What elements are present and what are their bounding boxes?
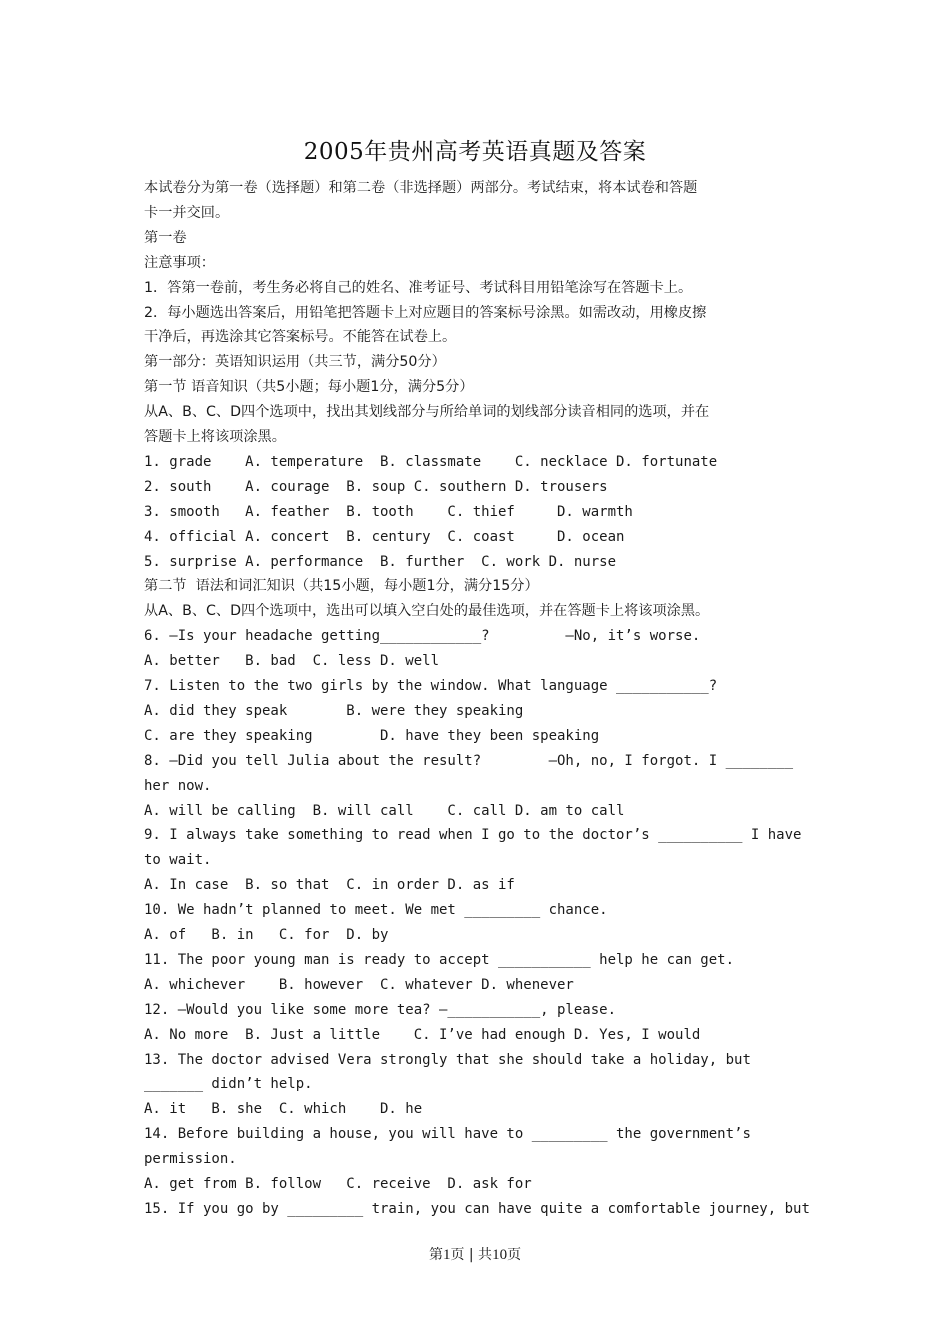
- document-line: A. better B. bad C. less D. well: [144, 653, 440, 670]
- footer-middle: 页 | 共: [450, 1247, 493, 1263]
- document-line: C. are they speaking D. have they been speaking: [144, 727, 600, 744]
- document-line: 9. I always take something to read when I go to the doctor’s __________ I have: [144, 827, 802, 844]
- document-line: 1. grade A. temperature B. classmate C. necklace D. fortunate: [144, 453, 718, 470]
- footer-prefix: 第: [428, 1247, 443, 1263]
- document-line: 12. —Would you like some more tea? —___________, please.: [144, 1001, 617, 1018]
- document-line: A. No more B. Just a little C. I’ve had enough D. Yes, I would: [144, 1026, 701, 1043]
- document-line: _______ didn’t help.: [144, 1076, 313, 1093]
- document-line: 从A、B、C、D四个选项中，找出其划线部分与所给单词的划线部分读音相同的选项，并在: [144, 404, 710, 421]
- document-line: 2．每小题选出答案后，用铅笔把答题卡上对应题目的答案标号涂黑。如需改动，用橡皮擦: [144, 304, 707, 321]
- document-line: 第一节 语音知识（共5小题；每小题1分，满分5分）: [144, 379, 474, 396]
- document-line: A. get from B. follow C. receive D. ask for: [144, 1176, 532, 1192]
- document-line: 5. surprise A. performance B. further C. work D. nurse: [144, 553, 617, 570]
- document-line: A. of B. in C. for D. by: [144, 927, 389, 943]
- document-line: 注意事项：: [144, 254, 215, 271]
- document-line: A. did they speak B. were they speaking: [144, 702, 524, 719]
- document-line: 第一部分：英语知识运用（共三节，满分50分）: [144, 354, 446, 371]
- document-line: A. whichever B. however C. whatever D. whenever: [144, 976, 574, 993]
- document-line: 4. official A. concert B. century C. coast D. ocean: [144, 528, 625, 545]
- document-line: to wait.: [144, 852, 212, 869]
- document-title: 2005年贵州高考英语真题及答案: [303, 139, 647, 165]
- document-line: 14. Before building a house, you will have to _________ the government’s: [144, 1126, 751, 1143]
- document-line: permission.: [144, 1151, 237, 1168]
- document-line: A. it B. she C. which D. he: [144, 1101, 423, 1118]
- document-line: 6. —Is your headache getting____________? —No, it’s worse.: [144, 628, 701, 645]
- document-line: 10. We hadn’t planned to meet. We met _________ chance.: [144, 902, 608, 919]
- document-line: 本试卷分为第一卷（选择题）和第二卷（非选择题）两部分。考试结束，将本试卷和答题: [144, 180, 698, 196]
- document-line: 15. If you go by _________ train, you can have quite a comfortable journey, but: [144, 1200, 810, 1217]
- document-line: 第一卷: [144, 229, 187, 246]
- document-line: 卡一并交回。: [144, 204, 230, 221]
- footer-page-number: 1: [442, 1247, 451, 1263]
- document-line: 1．答第一卷前，考生务必将自己的姓名、准考证号、考试科目用铅笔涂写在答题卡上。: [144, 279, 693, 296]
- document-line: 答题卡上将该项涂黑。: [144, 429, 286, 445]
- document-line: A. In case B. so that C. in order D. as if: [144, 877, 515, 894]
- document-line: 8. —Did you tell Julia about the result? —Oh, no, I forgot. I ________: [144, 752, 794, 769]
- footer-total-pages: 10: [492, 1247, 508, 1263]
- document-line: 从A、B、C、D四个选项中，选出可以填入空白处的最佳选项，并在答题卡上将该项涂黑。: [144, 603, 710, 620]
- document-line: her now.: [144, 777, 212, 794]
- document-line: 7. Listen to the two girls by the window. What language ___________?: [144, 678, 718, 694]
- document-line: 13. The doctor advised Vera strongly that she should take a holiday, but: [144, 1051, 751, 1068]
- document-line: A. will be calling B. will call C. call D. am to call: [144, 802, 625, 819]
- document-line: 干净后，再选涂其它答案标号。不能答在试卷上。: [144, 329, 457, 346]
- document-line: 2. south A. courage B. soup C. southern D. trousers: [144, 478, 608, 495]
- footer-suffix: 页: [507, 1247, 522, 1263]
- document-line: 11. The poor young man is ready to accept ___________ help he can get.: [144, 951, 735, 968]
- document-line: 3. smooth A. feather B. tooth C. thief D. warmth: [144, 503, 633, 520]
- document-line: 第二节 语法和词汇知识（共15小题，每小题1分，满分15分）: [144, 578, 539, 595]
- page-footer: [0, 1244, 950, 1264]
